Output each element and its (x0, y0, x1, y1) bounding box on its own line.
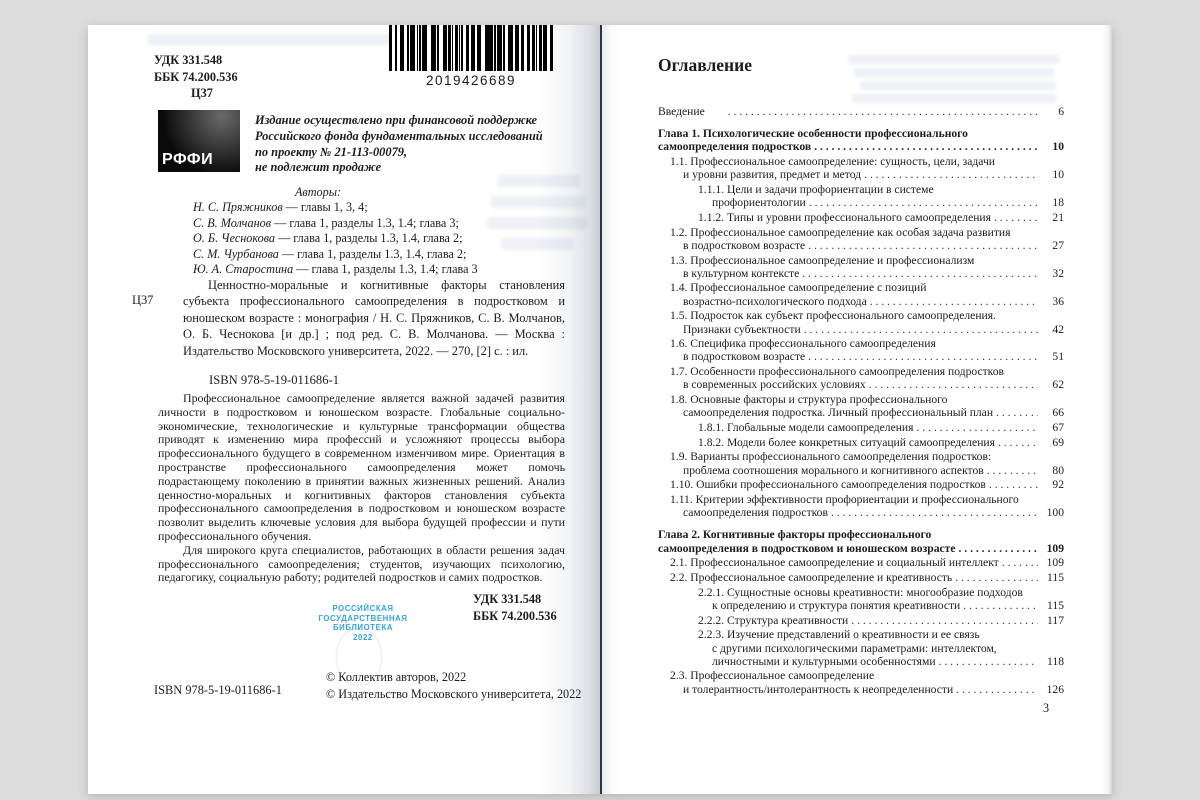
toc-entry (658, 105, 1064, 118)
toc-page-number: 115 (1047, 598, 1064, 612)
toc-text: 2.3. Профессиональное самоопределение (670, 669, 875, 683)
toc-text: с другими психологическими параметрами: интеллектом, (712, 641, 997, 655)
toc-dot-leader (1002, 556, 1038, 569)
bibliographic-record (132, 277, 565, 359)
toc-text: 1.2. Профессиональное самоопределение как особая задача развития (670, 225, 1011, 239)
copyright-block (326, 669, 581, 704)
toc-dot-leader (802, 267, 1038, 280)
toc-text: в культурном контексте (683, 266, 800, 280)
toc-page-number: 117 (1047, 613, 1064, 627)
toc-page-number: 67 (1052, 420, 1064, 434)
toc-text: 1.1.1. Цели и задачи профориентации в системе (698, 183, 934, 197)
toc-entry (658, 571, 1064, 584)
copyright-line: © Коллектив авторов, 2022 (326, 670, 467, 684)
bleedthrough-line (860, 81, 1056, 90)
toc-page-number: 21 (1052, 210, 1064, 224)
library-stamp-line: РОССИЙСКАЯ (332, 604, 394, 613)
funding-note-line: не подлежит продаже (255, 160, 382, 175)
toc-dot-leader (916, 421, 1038, 434)
toc-text: Признаки субъектности (683, 322, 801, 336)
toc-text: Глава 2. Когнитивные факторы профессионального (658, 528, 932, 542)
toc-page-number: 36 (1052, 294, 1064, 308)
toc-text: Введение (658, 105, 705, 118)
isbn-middle: ISBN 978-5-19-011686-1 (209, 373, 340, 387)
authors-block (193, 185, 503, 277)
copyright-line: © Издательство Московского университета, 2022 (326, 687, 582, 702)
toc-dot-leader (870, 295, 1038, 308)
toc-text: 1.8.2. Модели более конкретных ситуаций самоопределения (698, 435, 995, 449)
toc-entry (658, 478, 1064, 491)
toc-entry (658, 528, 1064, 554)
authors-list (193, 200, 503, 277)
toc-text: в подростковом возрасте (683, 350, 806, 364)
toc-dot-leader (994, 211, 1038, 224)
toc-entry (658, 436, 1064, 449)
funding-note-line: Издание осуществлено при финансовой поддержке (255, 113, 538, 127)
toc-text: самоопределения в подростковом и юношеском возрасте (658, 541, 956, 555)
toc-entry (658, 614, 1064, 627)
toc-dot-leader (869, 378, 1038, 391)
classification-codes-bottom (473, 591, 557, 625)
annotation-code: Ц37 (132, 293, 154, 308)
toc-page-number: 109 (1046, 541, 1064, 555)
toc-dot-leader (987, 464, 1038, 477)
toc-page-number: 27 (1052, 238, 1064, 252)
toc-text: возрастно-психологического подхода (683, 294, 867, 308)
toc-page-number: 92 (1052, 478, 1064, 492)
barcode-number: 2019426689 (425, 73, 517, 88)
author-line (193, 262, 503, 277)
toc-text: самоопределения подростков (658, 140, 812, 154)
toc-text: 1.1. Профессиональное самоопределение: сущность, цели, задачи (670, 155, 995, 169)
toc-page-number: 10 (1052, 168, 1064, 182)
toc-page-number: 69 (1052, 435, 1064, 449)
toc-dot-leader (864, 168, 1038, 181)
toc-dot-leader (939, 655, 1038, 668)
toc-text: 2.2. Профессиональное самоопределение и креативность (670, 571, 953, 584)
abstract-block (158, 392, 565, 585)
toc-entry (658, 127, 1064, 153)
toc-page-number: 32 (1052, 266, 1064, 280)
abstract-paragraph: Профессиональное самоопределение является важной задачей развития личности в подростковом и юношеском возрасте. Глобальные социально-экономические, технологические и культурные трансформации общества приводят к изменению мира профессий и усложняют процессы выбора профессионального будущего в современном изменчивом мире. Ориентация в пространстве профессионального самоопределения может помочь подрастающему поколению в принятии важных жизненных решений. Анализ ценностно-моральных и когнитивных факторов становления субъекта профессионального самоопределения в подростковом и юношеском возрасте позволит выделить ключевые условия для выбора будущей профессии и пути профессионального обучения. (158, 391, 565, 543)
toc-entry (658, 226, 1064, 252)
bleedthrough-line (491, 196, 586, 208)
author-credits: — глава 1, разделы 1.3, 1.4; глава 3 (293, 262, 478, 277)
toc-text: 1.5. Подросток как субъект профессионального самоопределения. (670, 309, 996, 323)
toc-text: в подростковом возрасте (683, 238, 806, 252)
table-of-contents (658, 105, 1064, 696)
toc-text: 1.10. Ошибки профессионального самоопределения подростков (670, 478, 986, 492)
toc-entry (658, 155, 1064, 181)
toc-dot-leader (809, 196, 1038, 209)
classification-codes-top (154, 52, 238, 102)
toc-text: 2.2.3. Изучение представлений о креативности и ее связь (698, 628, 980, 642)
toc-entry (658, 421, 1064, 434)
toc-text: и уровни развития, предмет и метод (683, 168, 862, 182)
bbk-code: ББК 74.200.536 (154, 69, 238, 84)
toc-text: самоопределения подростков (683, 506, 828, 520)
author-name: Ю. А. Старостина (193, 262, 294, 277)
toc-text: 2.1. Профессиональное самоопределение и социальный интеллект (670, 556, 999, 570)
book-spread (88, 25, 1112, 794)
author-line (193, 247, 503, 262)
toc-dot-leader (831, 506, 1038, 519)
page-number: 3 (1042, 701, 1050, 715)
toc-page-number: 10 (1052, 140, 1064, 154)
toc-text: 1.6. Специфика профессионального самоопределения (670, 337, 936, 351)
toc-entry (658, 393, 1064, 419)
library-stamp-line: 2022 (353, 633, 373, 643)
author-credits: — глава 1, разделы 1.3, 1.4, глава 2; (278, 246, 467, 261)
bbk-code: ББК 74.200.536 (473, 609, 557, 623)
toc-text: 1.9. Варианты профессионального самоопределения подростков: (670, 450, 992, 464)
toc-entry (658, 183, 1064, 209)
toc-dot-leader (956, 683, 1038, 696)
toc-page-number: 118 (1047, 654, 1064, 668)
author-name: С. М. Чурбанова (193, 246, 279, 261)
author-name: С. В. Молчанов (193, 215, 272, 230)
toc-text: 2.2.2. Структура креативности (698, 613, 849, 627)
toc-entry (658, 254, 1064, 280)
toc-dot-leader (996, 406, 1038, 419)
bleedthrough-line (501, 238, 573, 250)
udk-code: УДК 331.548 (473, 592, 542, 606)
authors-heading: Авторы: (294, 185, 342, 199)
toc-text: в современных российских условиях (683, 378, 866, 392)
toc-dot-leader (804, 323, 1038, 336)
toc-page-number: 42 (1052, 322, 1064, 336)
toc-page-number: 109 (1046, 556, 1064, 570)
toc-dot-leader (989, 478, 1038, 491)
toc-dot-leader (963, 599, 1038, 612)
funding-note-line: по проекту № 21-113-00079, (255, 144, 408, 159)
toc-page-number: 18 (1052, 196, 1064, 210)
toc-page-number: 126 (1046, 682, 1064, 696)
toc-page-number: 100 (1046, 506, 1064, 520)
toc-page-number: 51 (1052, 350, 1064, 364)
toc-entry (658, 669, 1064, 695)
author-line (193, 200, 503, 215)
funding-note-line: Российского фонда фундаментальных исследований (255, 128, 543, 143)
toc-dot-leader (998, 436, 1038, 449)
toc-text: Глава 1. Психологические особенности профессионального (658, 127, 968, 141)
toc-dot-leader (814, 140, 1038, 153)
contents-heading: Оглавление (658, 55, 752, 75)
toc-text: самоопределения подростка. Личный профессиональный план (683, 406, 994, 420)
toc-entry (658, 337, 1064, 363)
toc-entry (658, 493, 1064, 519)
abstract-paragraph: Для широкого круга специалистов, работающих в области решения задач профессионального самоопределения; студентов, изучающих психологию, педагогику, социальную работу; родителей подростков и самих подростков. (158, 542, 565, 585)
toc-page-number: 62 (1052, 378, 1064, 392)
toc-entry (658, 365, 1064, 391)
author-credits: — глава 1, разделы 1.3, 1.4; глава 3; (271, 215, 459, 230)
author-line (193, 231, 503, 246)
contents-page (602, 25, 1110, 794)
isbn-bottom: ISBN 978-5-19-011686-1 (154, 683, 282, 697)
toc-page-number: 80 (1052, 463, 1064, 477)
rffi-logo-icon (158, 110, 240, 172)
toc-text: 1.1.2. Типы и уровни профессионального самоопределения (698, 210, 991, 224)
toc-text: личностными и культурными особенностями (712, 654, 936, 668)
toc-entry (658, 628, 1064, 668)
author-sign-code: Ц37 (191, 86, 213, 100)
toc-entry (658, 281, 1064, 307)
bleedthrough-line (498, 175, 580, 187)
toc-dot-leader (808, 239, 1038, 252)
toc-entry (658, 586, 1064, 612)
bleedthrough-line (852, 94, 1057, 103)
author-line (193, 216, 503, 231)
toc-text: к определению и структура понятия креативности (712, 598, 961, 612)
toc-text: 1.7. Особенности профессионального самоопределения подростков (670, 365, 1004, 379)
library-stamp-line: ГОСУДАРСТВЕННАЯ (318, 613, 408, 623)
toc-page-number: 6 (1058, 105, 1064, 118)
author-credits: — главы 1, 3, 4; (282, 200, 368, 215)
toc-entry (658, 309, 1064, 335)
rffi-logo-label: РФФИ (162, 151, 214, 168)
imprint-page (88, 25, 602, 794)
library-stamp-line: БИБЛИОТЕКА (332, 623, 394, 633)
author-credits: — глава 1, разделы 1.3, 1.4, глава 2; (275, 231, 463, 246)
toc-text: 1.8.1. Глобальные модели самоопределения (698, 420, 914, 434)
toc-page-number: 115 (1047, 571, 1064, 584)
toc-text: 1.8. Основные факторы и структура профессионального (670, 393, 948, 407)
annotation-text: Ценностно-моральные и когнитивные факторы становления субъекта профессионального самоопределения в подростковом и юношеском возрасте : монография / Н. С. Пряжников, С. В. Молчанов, О. Б. Чеснокова [и др.] ; под ред. С. В. Молчанова. — Москва : Издательство Московского университета, 2022. — 270, [2] с. : ил. (183, 278, 565, 358)
toc-text: профориентологии (712, 196, 806, 210)
toc-dot-leader (851, 614, 1038, 627)
toc-text: 1.11. Критерии эффективности профориентации и профессионального (670, 492, 1019, 506)
bleedthrough-line (854, 68, 1054, 77)
library-barcode (387, 25, 555, 88)
bleedthrough-line (848, 55, 1060, 64)
toc-text: и толерантность/интолерантность к неопределенности (683, 682, 954, 696)
toc-entry (658, 450, 1064, 476)
toc-dot-leader (808, 350, 1038, 363)
toc-dot-leader (955, 571, 1038, 584)
author-name: О. Б. Чеснокова (193, 231, 276, 246)
barcode-bars-icon (389, 25, 553, 71)
toc-text: проблема соотношения морального и когнитивного аспектов (683, 463, 984, 477)
toc-dot-leader (728, 105, 1038, 118)
toc-text: 1.4. Профессиональное самоопределение с позиций (670, 281, 927, 295)
udk-code: УДК 331.548 (154, 53, 223, 67)
author-name: Н. С. Пряжников (193, 200, 283, 215)
toc-text: 2.2.1. Сущностные основы креативности: многообразие подходов (698, 585, 1023, 599)
toc-text: 1.3. Профессиональное самоопределение и профессионализм (670, 253, 975, 267)
toc-entry (658, 211, 1064, 224)
toc-dot-leader (958, 542, 1038, 555)
funding-block (158, 110, 543, 176)
funding-note (255, 110, 543, 176)
toc-entry (658, 556, 1064, 569)
toc-page-number: 66 (1052, 406, 1064, 420)
